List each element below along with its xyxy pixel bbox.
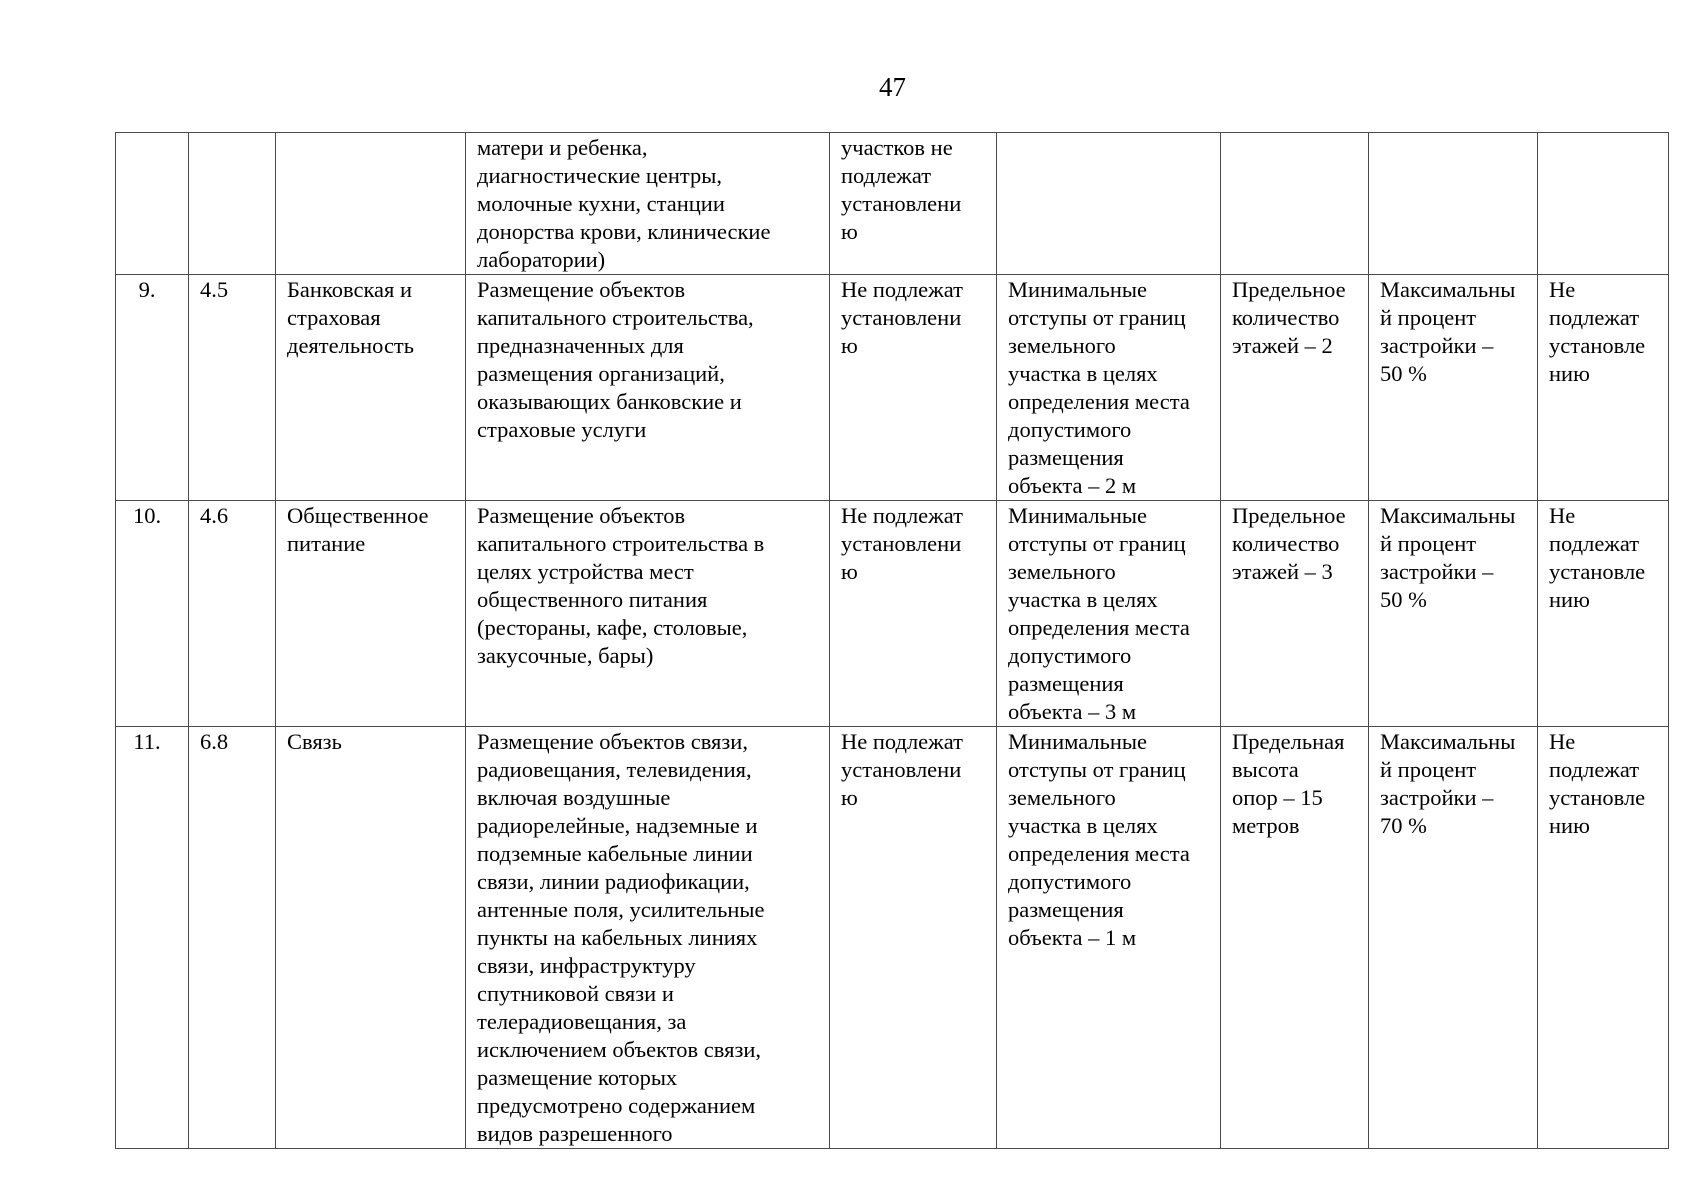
description-cell: матери и ребенка, диагностические центры, молочные кухни, станции донорства крови, клинические лаборатории) [466,133,830,275]
regulations-table [115,132,1669,1149]
table-row [116,275,1669,501]
page-number: 47 [879,72,906,102]
code-cell: 6.8 [189,727,276,1149]
setback-cell [997,133,1221,275]
use-name-cell: Банковская и страховая деятельность [276,275,466,501]
other-cell: Не подлежат установле нию [1538,727,1669,1149]
plot-size-cell: Не подлежат установлени ю [830,501,997,727]
description-cell: Размещение объектов капитального строительства в целях устройства мест общественного питания (рестораны, кафе, столовые, закусочные, бары) [466,501,830,727]
use-name-cell [276,133,466,275]
setback-cell: Минимальные отступы от границ земельного участка в целях определения места допустимого размещения объекта – 1 м [997,727,1221,1149]
description-cell: Размещение объектов связи, радиовещания, телевидения, включая воздушные радиорелейные, надземные и подземные кабельные линии связи, линии радиофикации, антенные поля, усилительные пункты на кабельных линиях связи, инфраструктуру спутниковой связи и телерадиовещания, за исключением объектов связи, размещение которых предусмотрено содержанием видов разрешенного [466,727,830,1149]
coverage-cell: Максимальны й процент застройки – 70 % [1369,727,1538,1149]
code-cell [189,133,276,275]
table-row [116,727,1669,1149]
height-cell: Предельная высота опор – 15 метров [1221,727,1369,1149]
coverage-cell: Максимальны й процент застройки – 50 % [1369,275,1538,501]
row-number-cell: 9. [116,275,189,501]
plot-size-cell: Не подлежат установлени ю [830,727,997,1149]
coverage-cell: Максимальны й процент застройки – 50 % [1369,501,1538,727]
plot-size-cell: Не подлежат установлени ю [830,275,997,501]
other-cell: Не подлежат установле нию [1538,501,1669,727]
row-number-cell: 10. [116,501,189,727]
table-row [116,133,1669,275]
use-name-cell: Общественное питание [276,501,466,727]
height-cell: Предельное количество этажей – 2 [1221,275,1369,501]
code-cell: 4.6 [189,501,276,727]
setback-cell: Минимальные отступы от границ земельного участка в целях определения места допустимого размещения объекта – 2 м [997,275,1221,501]
use-name-cell: Связь [276,727,466,1149]
height-cell: Предельное количество этажей – 3 [1221,501,1369,727]
row-number-cell: 11. [116,727,189,1149]
other-cell: Не подлежат установле нию [1538,275,1669,501]
table-row [116,501,1669,727]
plot-size-cell: участков не подлежат установлени ю [830,133,997,275]
setback-cell: Минимальные отступы от границ земельного участка в целях определения места допустимого размещения объекта – 3 м [997,501,1221,727]
other-cell [1538,133,1669,275]
height-cell [1221,133,1369,275]
row-number-cell [116,133,189,275]
coverage-cell [1369,133,1538,275]
description-cell: Размещение объектов капитального строительства, предназначенных для размещения организаций, оказывающих банковские и страховые услуги [466,275,830,501]
code-cell: 4.5 [189,275,276,501]
